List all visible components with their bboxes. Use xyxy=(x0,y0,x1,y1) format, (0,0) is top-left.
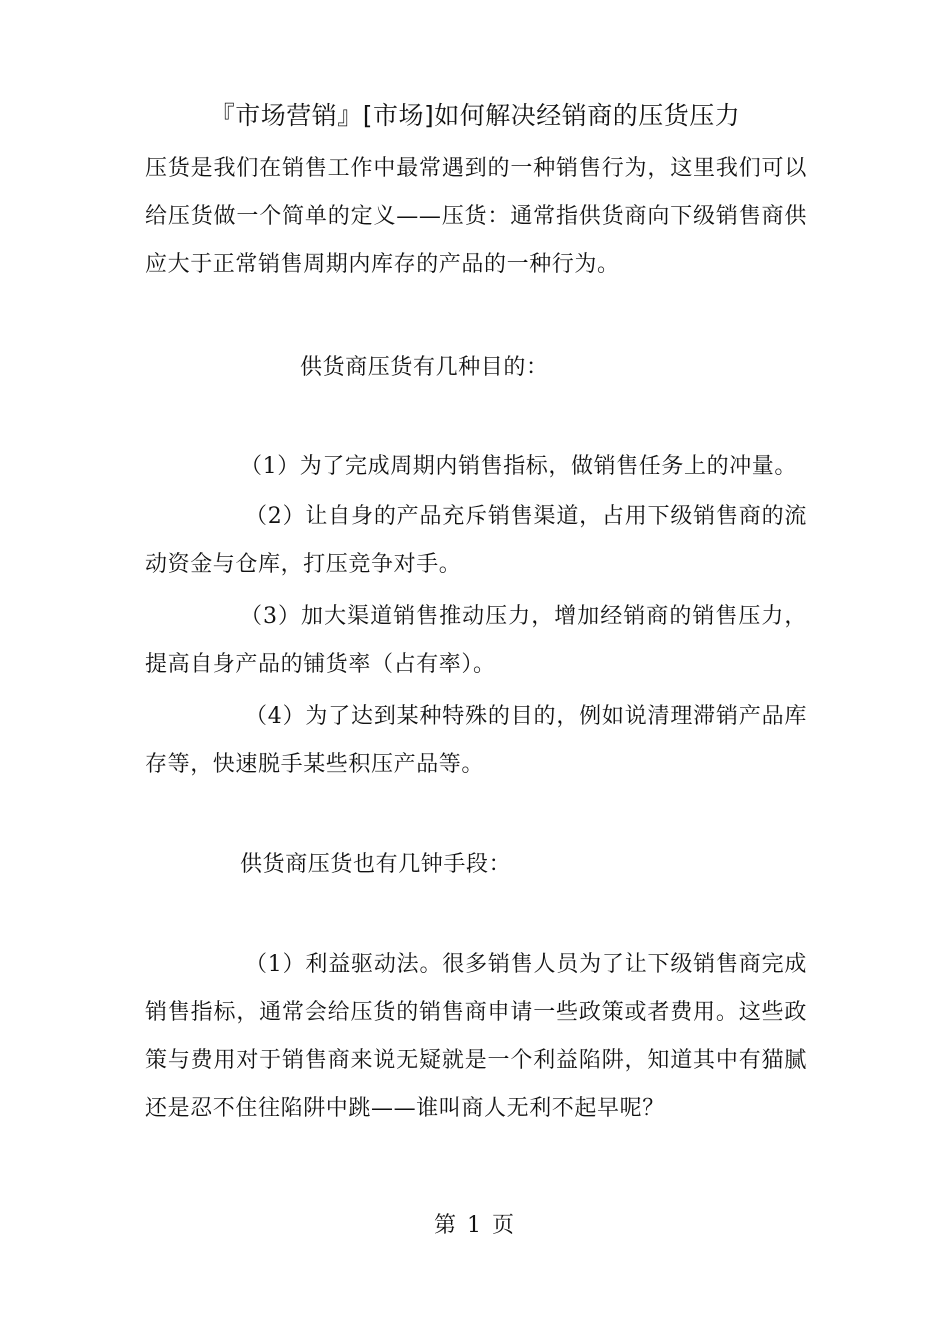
purpose-item-2: （2）让自身的产品充斥销售渠道，占用下级销售商的流动资金与仓库，打压竞争对手。 xyxy=(145,504,807,577)
document-title: 『市场营销』[市场]如何解决经销商的压货压力 xyxy=(209,101,741,130)
purpose-item-3: （3）加大渠道销售推动压力，增加经销商的销售压力，提高自身产品的铺货率（占有率）。 xyxy=(145,604,807,677)
purpose-item-1: （1）为了完成周期内销售指标，做销售任务上的冲量。 xyxy=(240,454,797,479)
page-number: 第 1 页 xyxy=(434,1213,516,1238)
intro-paragraph: 压货是我们在销售工作中最常遇到的一种销售行为，这里我们可以给压货做一个简单的定义——压货：通常指供货商向下级销售商供应大于正常销售周期内库存的产品的一种行为。 xyxy=(145,156,807,277)
purposes-heading: 供货商压货有几种目的： xyxy=(300,355,549,380)
means-item-1: （1）利益驱动法。很多销售人员为了让下级销售商完成销售指标，通常会给压货的销售商申请一些政策或者费用。这些政策与费用对于销售商来说无疑就是一个利益陷阱，知道其中有猫腻还是忍不住往陷阱中跳——谁叫商人无利不起早呢？ xyxy=(145,952,807,1121)
means-heading: 供货商压货也有几钟手段： xyxy=(240,852,512,877)
purpose-item-4: （4）为了达到某种特殊的目的，例如说清理滞销产品库存等，快速脱手某些积压产品等。 xyxy=(145,704,807,777)
